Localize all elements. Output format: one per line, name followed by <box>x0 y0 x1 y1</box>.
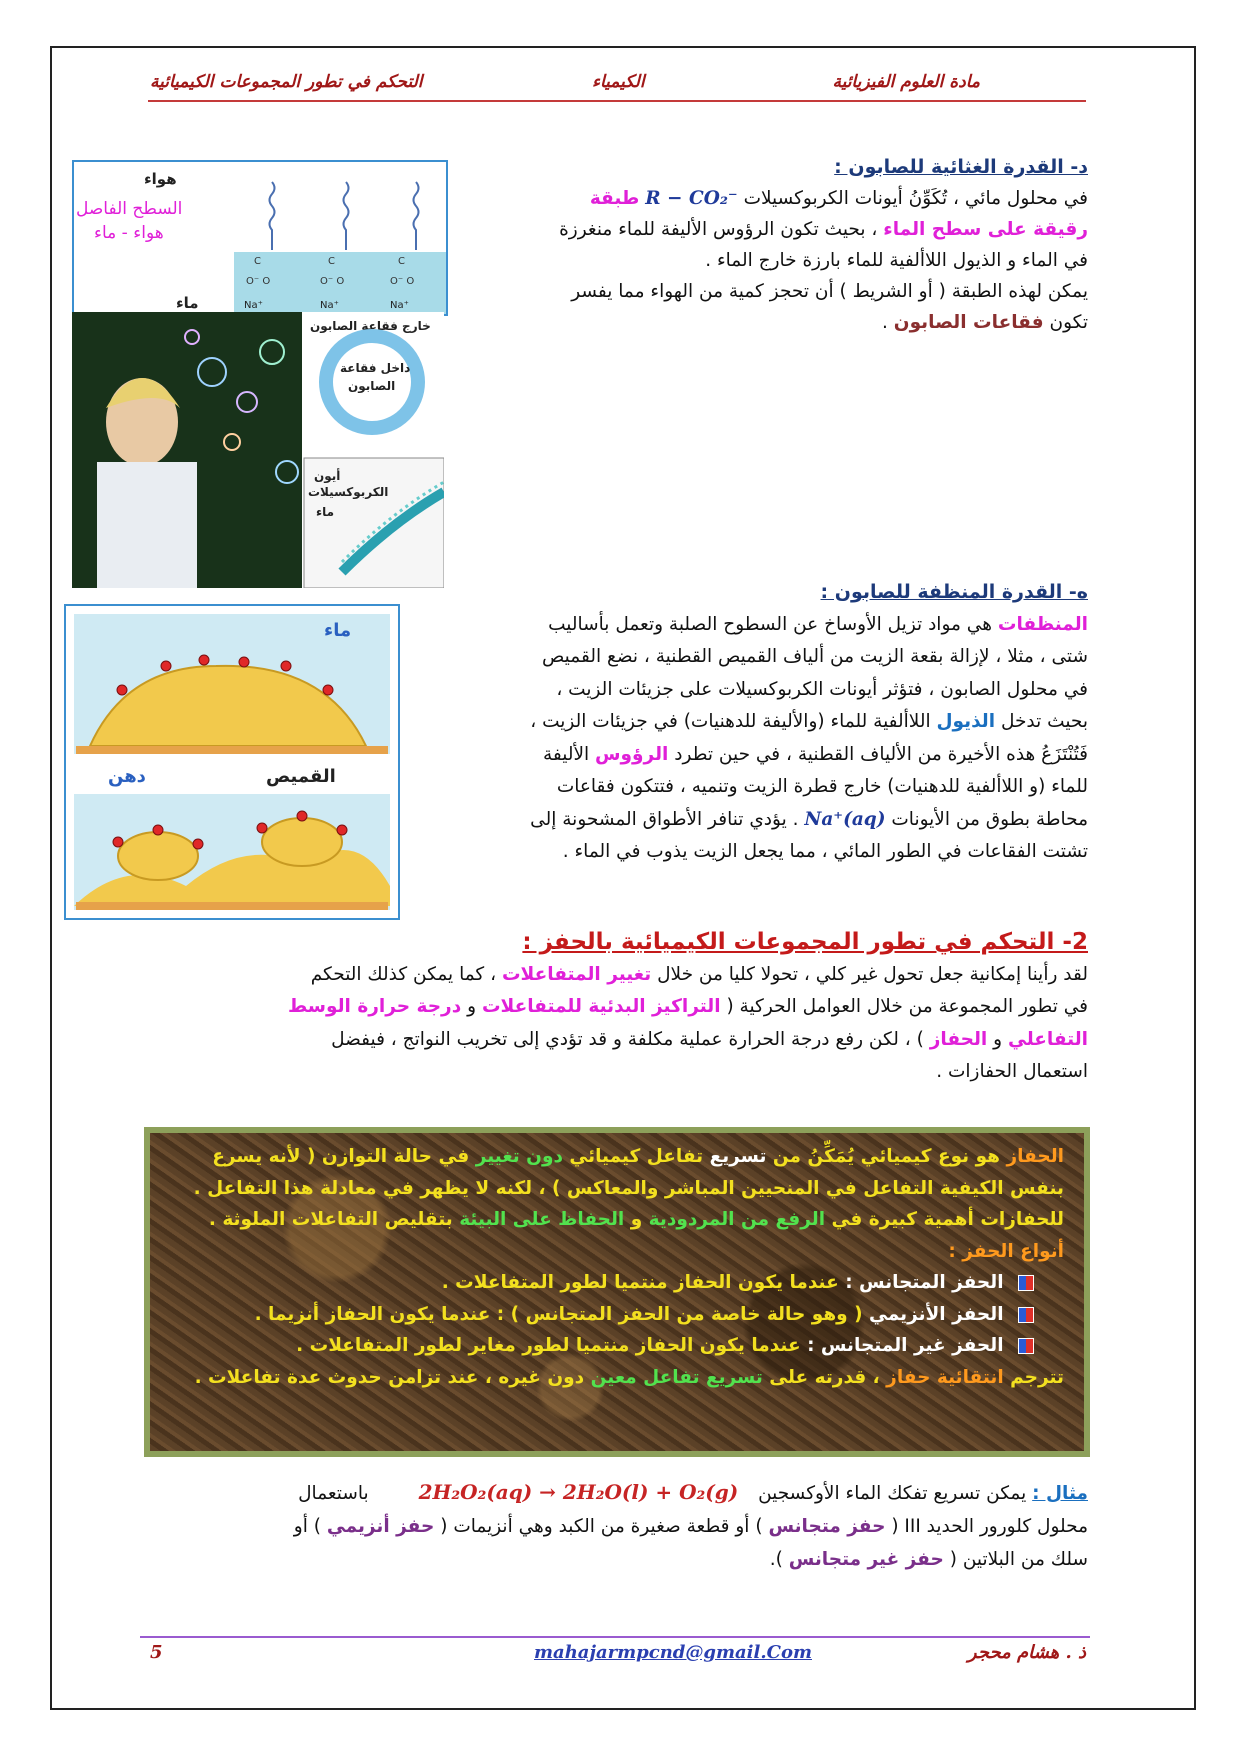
air-label: هواء <box>144 170 177 188</box>
example-line3 <box>128 1543 1088 1576</box>
text-run: الأليفة <box>542 743 590 765</box>
text-run: سلك من البلاتين ( <box>949 1549 1088 1570</box>
bullet-icon <box>1018 1338 1034 1354</box>
shirt-fabric <box>76 746 388 754</box>
sodium-ion-1: Na⁺ <box>244 300 263 311</box>
text-run: ، كما يمكن كذلك التحكم <box>310 963 497 985</box>
author-name: ذ . هشام محجر <box>967 1642 1086 1663</box>
text-run: بتقليص التفاعلات الملوثة . <box>208 1209 453 1230</box>
box-line3 <box>159 1204 1064 1236</box>
box-line1 <box>159 1141 1064 1173</box>
text-run: تسريع <box>709 1146 767 1167</box>
sodium-ion-3: Na⁺ <box>390 300 409 311</box>
section-e-line5 <box>348 739 1088 772</box>
text-run: . <box>882 312 888 333</box>
catalyst-box-text <box>159 1141 1064 1393</box>
text-run: حفز غير متجانس <box>788 1549 944 1570</box>
inside-bubble-label-1: داخل فقاعة <box>340 361 411 375</box>
sodium-ion-2: Na⁺ <box>320 300 339 311</box>
text-run: هو نوع كيميائي يُمَكِّنُ من <box>772 1146 1000 1167</box>
section-2-line4: استعمال الحفازات . <box>936 1061 1088 1082</box>
water-label: ماء <box>324 620 352 641</box>
section-d-line5 <box>428 307 1088 338</box>
text-run: درجة حرارة الوسط <box>287 996 462 1017</box>
section-e-line2: شتى ، مثلا ، لإزالة بقعة الزيت من ألياف القميص القطنية ، نضع القميص <box>542 646 1088 667</box>
section-e-line6: للماء (و اللاألفية للدهنيات) خارج قطرة الزيت وتنميه ، فتتكون فقاعات <box>556 776 1088 797</box>
box-bullet-enzymatic <box>159 1299 1064 1331</box>
text-run: الحفز غير المتجانس : <box>807 1335 1004 1356</box>
oil-bubble-1 <box>118 832 198 880</box>
svg-text:C: C <box>398 256 405 267</box>
text-run: ) ، لكن رفع درجة الحرارة عملية مكلفة و قد تؤدي إلى تخريب النواتج ، فيفضل <box>331 1028 924 1050</box>
text-run: الحفز المتجانس : <box>845 1272 1004 1293</box>
outside-bubble-label: خارج فقاعة الصابون <box>310 319 431 333</box>
ion-water-label: ماء <box>316 505 335 519</box>
text-run: عندما يكون الحفاز منتميا لطور المتفاعلات . <box>441 1272 839 1293</box>
section-e-line7 <box>348 804 1088 837</box>
example-label: مثال : <box>1032 1483 1088 1504</box>
text-run: ). <box>769 1549 783 1570</box>
header-rule <box>148 100 1086 102</box>
text-run: المنظفات <box>997 613 1088 635</box>
text-run: الحفاز <box>1006 1146 1064 1167</box>
text-run: الحفز الأنزيمي <box>869 1303 1004 1325</box>
ion-label-2: الكربوكسيلات <box>308 485 389 499</box>
section-d-line1 <box>428 183 1088 214</box>
footer-rule <box>140 1636 1090 1638</box>
text-run: الحفاز <box>929 1028 988 1050</box>
section-e-title: ه- القدرة المنظفة للصابون : <box>820 581 1088 603</box>
ion-label-1: أيون <box>314 469 341 483</box>
text-run: الذيول <box>936 711 996 732</box>
text-run: لقد رأينا إمكانية جعل تحول غير كلي ، تحولا كليا من خلال <box>657 963 1088 985</box>
section-2-line1 <box>128 959 1088 992</box>
text-run: للحفازات <box>980 1209 1064 1230</box>
section-d-line3: في الماء و الذيول اللاألفية للماء بارزة خارج الماء . <box>705 250 1088 271</box>
shirt-label: القميص <box>266 766 336 787</box>
text-run: تترجم <box>1010 1366 1064 1388</box>
detergent-diagram <box>64 604 400 920</box>
text-run: بحيث تدخل <box>1000 711 1088 732</box>
text-run: ، قدرته على <box>769 1366 880 1388</box>
text-run: حفز متجانس <box>768 1516 886 1537</box>
box-bullet-heterogeneous <box>159 1330 1064 1362</box>
text-run: عندما يكون الحفاز منتميا لطور مغاير لطور المتفاعلات . <box>296 1335 801 1356</box>
svg-text:O⁻ O: O⁻ O <box>246 276 271 287</box>
text-run: تفاعل كيميائي <box>569 1146 704 1167</box>
text-run: طبقة <box>589 188 640 209</box>
section-d-line4: يمكن لهذه الطبقة ( أو الشريط ) أن تحجز كمية من الهواء مما يفسر <box>571 281 1088 302</box>
text-run: في حالة التوازن ( لأنه يسرع <box>212 1146 470 1167</box>
section-d-line2 <box>428 214 1088 245</box>
text-run: ( وهو حالة خاصة من الحفز المتجانس ) : عندما يكون الحفاز أنزيما . <box>254 1303 863 1325</box>
text-run: ) أو قطعة صغيرة من الكبد وهي أنزيمات ( <box>440 1516 763 1537</box>
box-bullet-homogeneous <box>159 1267 1064 1299</box>
text-run: تسريع تفاعل معين <box>590 1366 763 1388</box>
text-run: الرؤوس <box>595 743 669 765</box>
text-run: أهمية كبيرة في <box>831 1209 974 1230</box>
section-2-title: 2- التحكم في تطور المجموعات الكيميائية بالحفز : <box>522 929 1088 955</box>
bubble-photo-svg <box>72 312 444 588</box>
oil-bubble-2 <box>262 818 342 866</box>
svg-text:C: C <box>254 256 261 267</box>
text-run: اللاألفية للماء (والأليفة للدهنيات) في جزيئات الزيت ، <box>530 711 931 732</box>
svg-text:O⁻ O: O⁻ O <box>320 276 345 287</box>
detergent-svg <box>66 606 398 918</box>
decomposition-equation: 2H₂O₂(aq) → 2H₂O(l) + O₂(g) <box>418 1480 739 1504</box>
box-line2: بنفس الكيفية التفاعل في المنحيين المباشر والمعاكس ) ، لكنه لا يظهر في معادلة هذا التفاعل . <box>193 1177 1064 1199</box>
text-run: فقاعات الصابون <box>893 312 1044 333</box>
text-run: الحفاظ على البيئة <box>459 1209 625 1230</box>
section-e-line4 <box>348 706 1088 739</box>
child-shirt <box>97 462 197 588</box>
example-line1 <box>128 1476 1088 1510</box>
box-line8 <box>159 1362 1064 1394</box>
soap-film-svg <box>74 162 446 314</box>
text-run: محاطة بطوق من الأيونات <box>891 808 1088 830</box>
section-2-line2 <box>128 991 1088 1024</box>
text-run: ، بحيث تكون الرؤوس الأليفة للماء منغرزة <box>559 219 878 240</box>
text-run: حفز أنزيمي <box>326 1516 435 1537</box>
header-lesson-title: التحكم في تطور المجموعات الكيميائية <box>150 72 423 92</box>
text-run: . يؤدي تنافر الأطواق المشحونة إلى <box>530 808 799 830</box>
text-run: الرفع من المردودية <box>648 1209 826 1230</box>
svg-text:O⁻ O: O⁻ O <box>390 276 415 287</box>
text-run: التراكيز البدئية للمتفاعلات <box>481 996 721 1017</box>
page-number: 5 <box>150 1642 163 1663</box>
text-run: و <box>467 996 477 1017</box>
text-run: تكون <box>1049 312 1088 333</box>
text-run: و <box>630 1209 643 1230</box>
bullet-icon <box>1018 1275 1034 1291</box>
example-text <box>128 1476 1088 1576</box>
catalyst-definition-box <box>144 1127 1090 1457</box>
section-d-text <box>428 152 1088 338</box>
section-2-text <box>128 926 1088 1089</box>
oil-label: دهن <box>108 766 146 787</box>
bubble-photo <box>72 312 444 588</box>
section-2-line3 <box>128 1024 1088 1057</box>
section-e-line8: تشتت الفقاعات في الطور المائي ، مما يجعل الزيت يذوب في الماء . <box>562 841 1088 862</box>
text-run: هي مواد تزيل الأوساخ عن السطوح الصلبة وتعمل بأساليب <box>548 613 992 635</box>
box-types-title: أنواع الحفز : <box>948 1240 1064 1262</box>
text-run: باستعمال <box>298 1483 369 1504</box>
section-e-line3: في محلول الصابون ، فتؤثر أيونات الكربوكسيلات على جزيئات الزيت ، <box>556 678 1088 700</box>
soap-film-diagram <box>72 160 448 316</box>
text-run: و <box>993 1028 1003 1050</box>
water-label: ماء <box>176 294 199 312</box>
text-run: في محلول مائي ، تُكَوِّنُ أيونات الكربوكسيلات <box>743 188 1088 209</box>
text-run: رقيقة على سطح الماء <box>883 219 1088 240</box>
text-run: فَتُنْتَزَعُ هذه الأخيرة من الألياف القطنية ، في حين تطرد <box>674 743 1088 765</box>
header-chemistry: الكيمياء <box>592 72 645 92</box>
inside-bubble-label-2: الصابون <box>348 379 396 393</box>
text-run: دون تغيير <box>475 1146 563 1167</box>
example-line2 <box>128 1510 1088 1543</box>
sodium-formula: Na⁺(aq) <box>804 808 886 830</box>
text-run: التفاعلي <box>1007 1028 1088 1050</box>
text-run: محلول كلورور الحديد III ( <box>891 1516 1088 1537</box>
text-run: تغيير المتفاعلات <box>501 963 652 985</box>
carboxylate-formula: R − CO₂⁻ <box>645 188 738 209</box>
section-d-title: د- القدرة الغثائية للصابون : <box>834 156 1088 178</box>
bullet-icon <box>1018 1307 1034 1323</box>
section-e-line1 <box>348 609 1088 642</box>
interface-label-1: السطح الفاصل <box>76 199 183 219</box>
text-run: انتقائية حفاز <box>886 1366 1004 1388</box>
interface-label-2: هواء - ماء <box>94 223 164 243</box>
svg-text:C: C <box>328 256 335 267</box>
header-subject: مادة العلوم الفيزيائية <box>832 72 980 92</box>
text-run: دون غيره ، عند تزامن حدوث عدة تفاعلات . <box>194 1366 585 1388</box>
text-run: ) أو <box>293 1516 321 1537</box>
author-email-link[interactable]: mahajarmpcnd@gmail.Com <box>534 1642 812 1663</box>
text-run: في تطور المجموعة من خلال العوامل الحركية ( <box>726 996 1088 1017</box>
text-run: يمكن تسريع تفكك الماء الأوكسجين <box>758 1483 1027 1504</box>
section-e-text <box>348 576 1088 869</box>
